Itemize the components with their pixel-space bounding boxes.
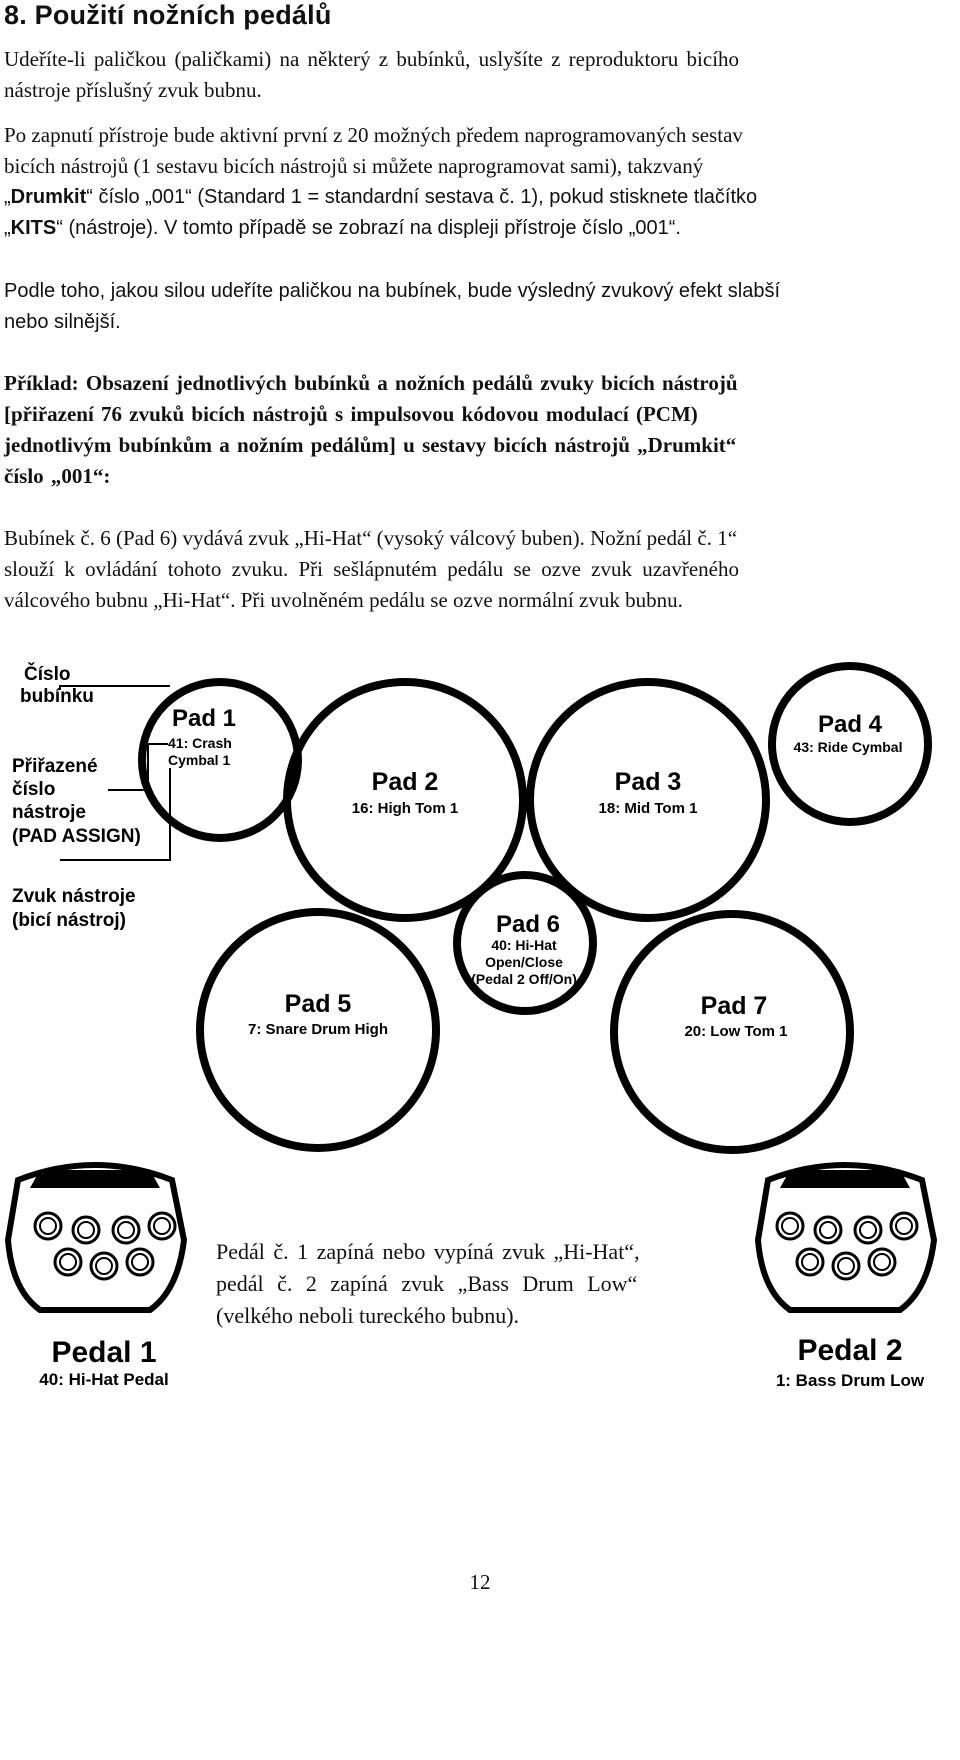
legend-assigned: číslo [12,779,56,800]
pedal-2 [758,1165,934,1390]
paragraph-intro [4,44,954,106]
text-line: Pedál č. 1 zapíná nebo vypíná zvuk „Hi-Hat“, [216,1239,640,1264]
pad-1 [142,682,298,838]
text-line: pedál č. 2 zapíná zvuk „Bass Drum Low“ [216,1271,638,1296]
connector-line [108,744,168,790]
text-line: Příklad: Obsazení jednotlivých bubínků a nožních pedálů zvuky bicích nástrojů [4,371,738,395]
pedal-description [216,1236,736,1332]
text-line: jednotlivým bubínkům a nožním pedálům] u sestavy bicích nástrojů „Drumkit“ [4,433,737,457]
pedal-2-top [780,1170,910,1188]
pad-6-sound: 40: Hi-Hat [491,937,557,953]
text-line: [přiřazení 76 zvuků bicích nástrojů s impulsovou kódovou modulací (PCM) [4,402,698,426]
pad-5-sound: 7: Snare Drum High [247,1021,389,1038]
pad-1-sound: Cymbal 1 [168,752,231,768]
kits-term: KITS [10,217,57,239]
text-line: válcového bubnu „Hi-Hat“. Při uvolněném pedálu se ozve normální zvuk bubnu. [4,588,683,612]
pad-2-sound: 16: High Tom 1 [351,800,459,817]
text-line: nástroje příslušný zvuk bubnu. [4,78,262,102]
legend-assigned: Přiřazené [12,756,98,777]
pad-4-sound: 43: Ride Cymbal [793,739,903,755]
pedal-1 [8,1165,184,1389]
pad-3-name: Pad 3 [614,768,682,796]
legend-assigned: (PAD ASSIGN) [12,826,141,847]
pad-7-sound: 20: Low Tom 1 [684,1023,788,1040]
pad-6-sound: Open/Close [485,954,563,970]
pad-2-name: Pad 2 [371,768,439,796]
text-line [4,213,954,244]
pad-1-name: Pad 1 [172,705,237,732]
pedal-2-name: Pedal 2 [797,1334,903,1367]
text-line [4,182,954,213]
pad-4 [772,666,928,822]
text-line: nebo silnější. [4,311,121,333]
legend-sound: Zvuk nástroje [12,886,136,907]
legend-sound: (bicí nástroj) [12,910,127,931]
paragraph-hihat [4,523,954,616]
pad-4-name: Pad 4 [817,711,883,738]
drumkit-term: Drumkit [10,186,87,208]
quote-mark: „ [4,186,11,208]
text-line: slouží k ovládání tohoto zvuku. Při sešlápnutém pedálu se ozve zvuk uzavřeného [4,557,739,581]
page-number: 12 [469,1570,491,1594]
section-heading: 8. Použití nožních pedálů [4,0,332,30]
pad-5 [200,912,436,1148]
pad-6-sound: (Pedal 2 Off/On) [471,971,577,987]
paragraph-drumkit [4,120,954,244]
pad-6-name: Pad 6 [495,911,561,938]
quote-mark: „ [4,217,11,239]
pad-1-sound: 41: Crash [168,735,232,751]
pad-5-name: Pad 5 [284,990,352,1018]
pad-6 [457,875,593,1011]
text-line [4,151,954,182]
pad-3 [530,682,766,918]
paragraph-velocity [4,276,954,338]
legend-pad-number: Číslo [24,664,71,685]
text-line: Podle toho, jakou silou udeříte paličkou na bubínek, bude výsledný zvukový efekt slabší [4,280,781,302]
text-segment: bicích nástrojů (1 sestavu bicích nástrojů si můžete naprogramovat sami), takzvaný [4,154,704,178]
pad-7-name: Pad 7 [700,992,768,1020]
pad-7 [614,914,850,1150]
legend-assigned: nástroje [12,802,86,823]
pedal-1-sound: 40: Hi-Hat Pedal [39,1370,169,1389]
text-line: Po zapnutí přístroje bude aktivní první z 20 možných předem naprogramovaných sestav [4,123,743,147]
legend-pad-number: bubínku [20,686,94,707]
paragraph-example [4,368,954,492]
text-line: Udeříte-li paličkou (paličkami) na některý z bubínků, uslyšíte z reproduktoru bicího [4,47,740,71]
text-segment: “ (nástroje). V tomto případě se zobrazí na displeji přístroje číslo „001“. [56,217,681,239]
pedal-1-name: Pedal 1 [51,1336,157,1369]
text-line: (velkého neboli tureckého bubnu). [216,1303,520,1328]
pad-3-sound: 18: Mid Tom 1 [598,800,698,817]
text-segment: “ číslo „001“ (Standard 1 = standardní sestava č. 1), pokud stisknete tlačítko [86,186,758,208]
pedal-2-sound: 1: Bass Drum Low [775,1371,925,1390]
text-line: číslo „001“: [4,464,111,488]
pedal-1-top [30,1170,160,1188]
text-line: Bubínek č. 6 (Pad 6) vydává zvuk „Hi-Hat“ (vysoký válcový buben). Nožní pedál č. 1“ [4,526,738,550]
